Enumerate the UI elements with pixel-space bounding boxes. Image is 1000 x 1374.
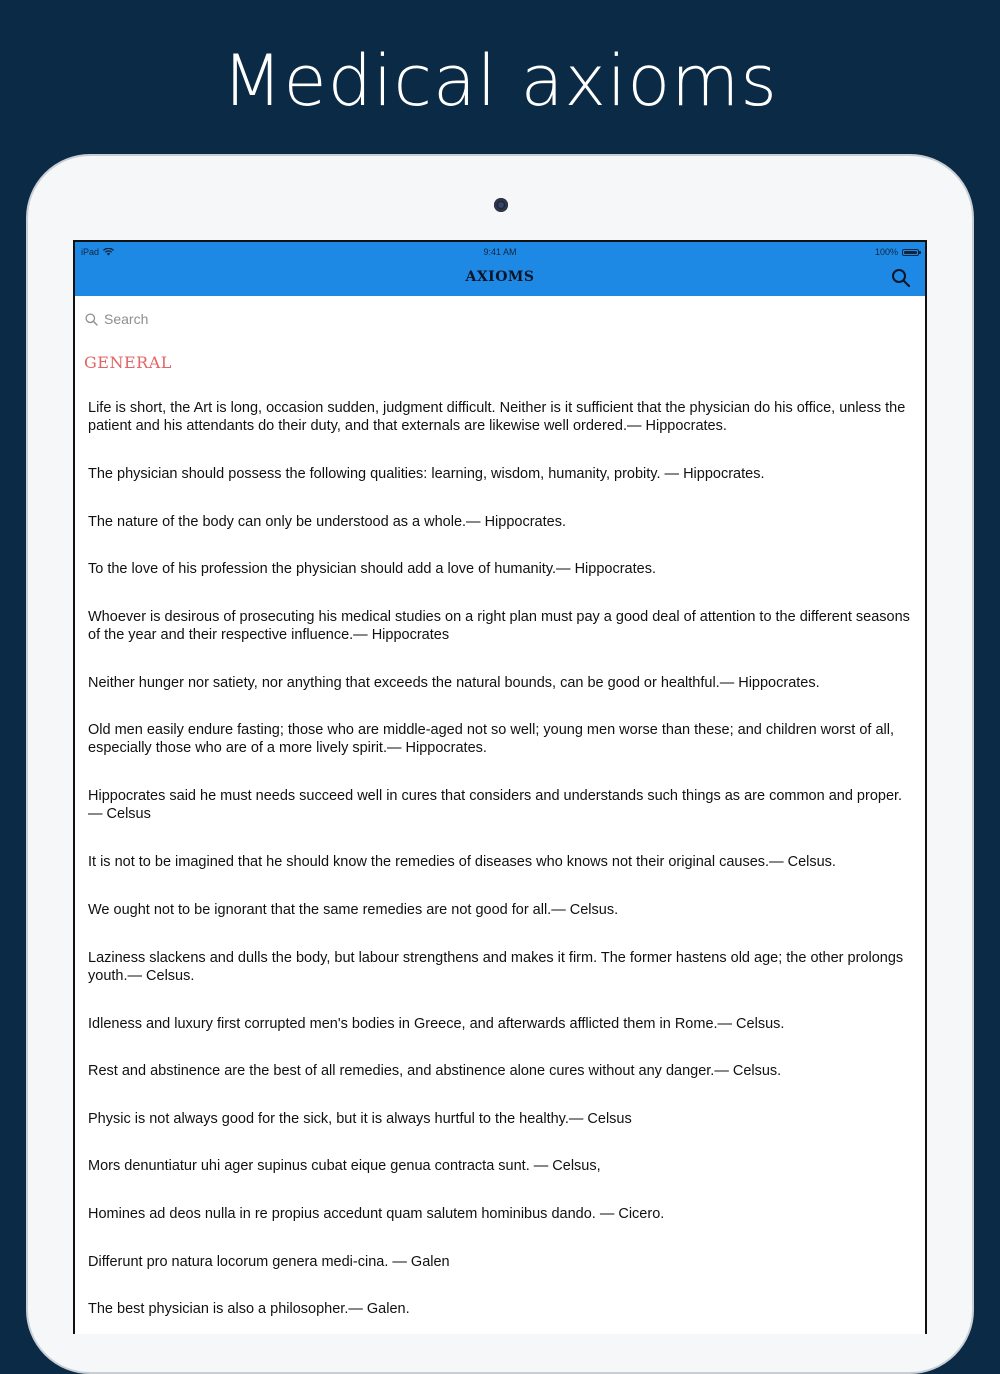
- list-item[interactable]: Neither hunger nor satiety, nor anything that exceeds the natural bounds, can be good or healthful.— Hippocrates.: [88, 674, 820, 691]
- list-item[interactable]: The physician should possess the following qualities: learning, wisdom, humanity, probity. — Hippocrates.: [88, 466, 765, 482]
- axiom-list: [75, 384, 925, 1333]
- navigation-bar: [75, 242, 925, 296]
- section-header-general: GENERAL: [84, 353, 172, 372]
- list-item[interactable]: Old men easily endure fasting; those who are middle-aged not so well; young men worse than these; and children worst of all, especially those who are of a more lively spirit.— Hippocrates.: [88, 722, 895, 757]
- list-item[interactable]: Mors denuntiatur uhi ager supinus cubat eique genua contracta sunt. — Celsus,: [88, 1158, 601, 1175]
- device-label: iPad: [81, 247, 100, 257]
- list-item[interactable]: It is not to be imagined that he should know the remedies of diseases who knows not their original causes.— Celsus.: [88, 854, 836, 871]
- list-item[interactable]: Homines ad deos nulla in re propius accedunt quam salutem hominibus dando. — Cicero.: [88, 1205, 665, 1222]
- search-icon[interactable]: [891, 268, 911, 288]
- status-bar: [75, 242, 925, 260]
- status-time: 9:41 AM: [483, 247, 517, 257]
- list-item[interactable]: The nature of the body can only be understood as a whole.— Hippocrates.: [88, 513, 566, 530]
- list-item[interactable]: Laziness slackens and dulls the body, but labour strengthens and makes it firm. The former hastens old age; the other prolongs youth.— Celsus.: [88, 949, 904, 984]
- list-item[interactable]: Whoever is desirous of prosecuting his medical studies on a right plan must pay a good deal of attention to the different seasons of the year and their respective influence.— Hippocrates: [88, 608, 910, 643]
- status-right: [875, 247, 919, 257]
- camera: [494, 198, 508, 212]
- battery-percent: 100%: [874, 247, 898, 257]
- list-item[interactable]: Physic is not always good for the sick, but it is always hurtful to the healthy.— Celsus: [88, 1110, 632, 1127]
- app-view: [75, 242, 925, 1334]
- battery-icon: [902, 249, 919, 256]
- list-item[interactable]: To the love of his profession the physician should add a love of humanity.— Hippocrates.: [88, 561, 656, 578]
- screen: [73, 240, 927, 1334]
- list-item[interactable]: Differunt pro natura locorum genera medi-cina. — Galen: [88, 1253, 450, 1270]
- list-item[interactable]: The best physician is also a philosopher.— Galen.: [88, 1301, 410, 1318]
- list-item[interactable]: Rest and abstinence are the best of all remedies, and abstinence alone cures without any danger.— Celsus.: [88, 1063, 782, 1080]
- headline: Medical axioms: [222, 40, 778, 122]
- list-item[interactable]: Idleness and luxury first corrupted men's bodies in Greece, and afterwards afflicted them in Rome.— Celsus.: [88, 1015, 785, 1032]
- list-item[interactable]: We ought not to be ignorant that the same remedies are not good for all.— Celsus.: [88, 901, 619, 918]
- list-item[interactable]: Life is short, the Art is long, occasion sudden, judgment difficult. Neither is it sufficient that the physician do his office, unless the patient and his attendants do their duty, and that externals are likewise well ordered.— Hippocrates.: [88, 400, 906, 434]
- search-icon: [85, 313, 98, 326]
- search-bar[interactable]: [85, 308, 915, 330]
- page-title: AXIOMS: [465, 269, 535, 285]
- search-input[interactable]: [104, 311, 884, 327]
- list-item[interactable]: Hippocrates said he must needs succeed well in cures that considers and understands such things as are common and proper.— Celsus: [88, 788, 903, 823]
